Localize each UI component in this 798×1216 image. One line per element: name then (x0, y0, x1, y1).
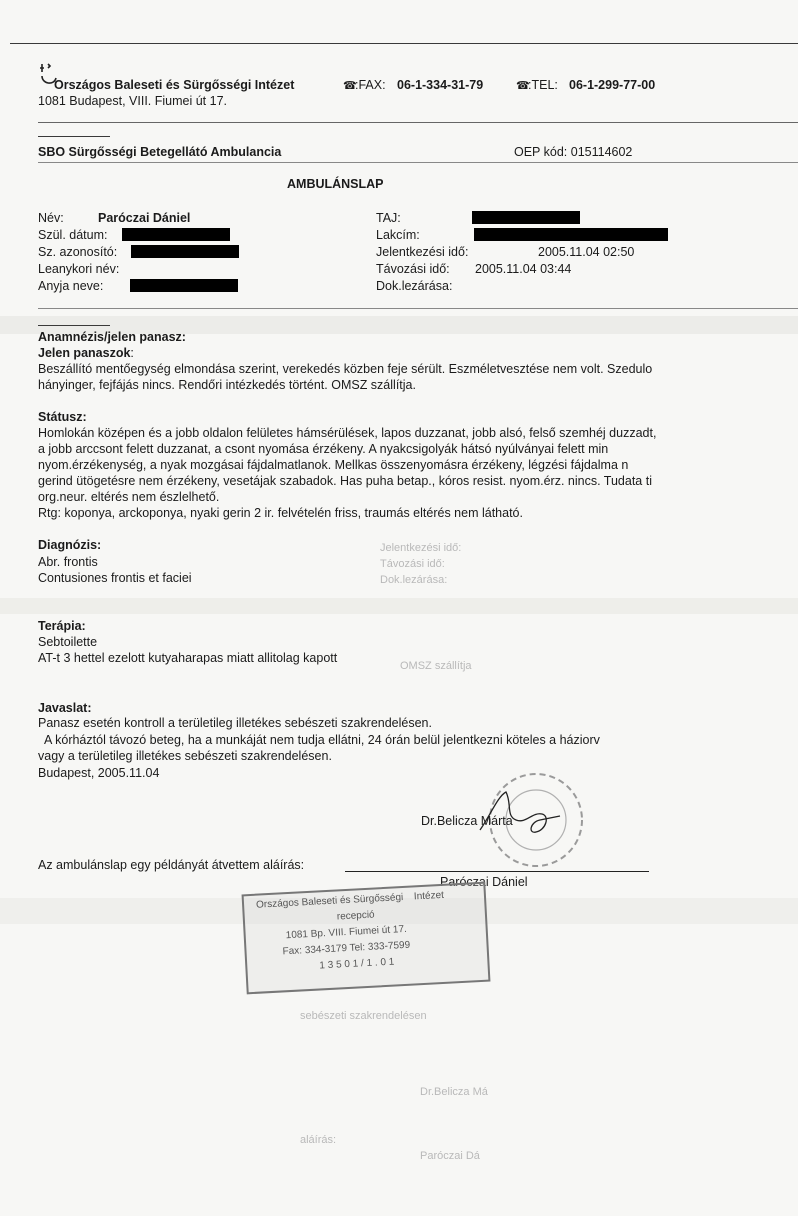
phone-icon: ☎ (516, 80, 530, 92)
signature-line (345, 871, 649, 872)
header-rule (38, 122, 798, 123)
current-complaints-heading (38, 346, 134, 360)
department-name: SBO Sürgősségi Betegellátó Ambulancia (38, 145, 282, 159)
ghost-text: OMSZ szállítja (400, 660, 472, 672)
advice-line: A kórháztól távozó beteg, ha a munkáját nem tudja ellátni, 24 órán belül jelentkezni köteles a háziorv (44, 733, 600, 747)
arrival-label: Jelentkezési idő: (376, 245, 469, 259)
leave-time: 2005.11.04 03:44 (475, 262, 572, 276)
redaction-bar (130, 279, 238, 292)
name-label: Név: (38, 211, 64, 225)
redaction-bar (472, 211, 580, 224)
redaction-bar (474, 228, 668, 241)
receipt-text: Az ambulánslap egy példányát átvettem aláírás: (38, 858, 305, 872)
status-line: Rtg: koponya, arckoponya, nyaki gerin 2 ir. felvételén friss, traumás eltérés nem látható. (38, 506, 523, 520)
status-line: Homlokán középen és a jobb oldalon felületes hámsérülések, lapos duzzanat, jobb alsó, felső szemhéj duzzadt, (38, 426, 657, 440)
top-rule (10, 43, 798, 44)
department-overline (38, 136, 110, 137)
diagnosis-line: Abr. frontis (38, 555, 98, 569)
ghost-text: sebészeti szakrendelésen (300, 1010, 427, 1022)
ghost-text: Jelentkezési idő: (380, 542, 462, 554)
anamnesis-line: hányinger, fejfájás nincs. Rendőri intézkedés történt. OMSZ szállítja. (38, 378, 416, 392)
ghost-text: aláírás: (300, 1134, 337, 1146)
status-line: org.neur. eltérés nem észlelhető. (38, 490, 220, 504)
taj-label: TAJ: (376, 211, 401, 225)
therapy-line: AT-t 3 hettel ezelott kutyaharapas miatt allitolag kapott (38, 651, 338, 665)
anamnesis-overline (38, 325, 110, 326)
mother-label: Anyja neve: (38, 279, 104, 293)
fax-number: 06-1-334-31-79 (397, 78, 484, 92)
fax-icon: ☎ (343, 80, 357, 92)
diagnosis-line: Contusiones frontis et faciei (38, 571, 192, 585)
ghost-text: Paróczai Dá (420, 1150, 480, 1162)
redaction-bar (122, 228, 230, 241)
status-line: nyom.érzékenység, a nyak mozgásai fájdalmatlanok. Mellkas összenyomásra érzékeny, légzési fájdalma n (38, 458, 629, 472)
status-line: a jobb arccsont felett duzzanat, a csont nyomása érzékeny. A nyakcsigolyák hátsó nyúlványai felett min (38, 442, 609, 456)
fax-label: :FAX: (355, 78, 386, 92)
receipt-patient-name: Paróczai Dániel (440, 875, 528, 889)
advice-heading: Javaslat: (38, 701, 92, 715)
diagnosis-heading: Diagnózis: (38, 538, 102, 552)
place-date: Budapest, 2005.11.04 (38, 766, 160, 780)
patient-name: Paróczai Dániel (98, 211, 191, 225)
institute-name: Országos Baleseti és Sürgősségi Intézet (54, 78, 295, 92)
patient-rule (38, 308, 798, 309)
redaction-bar (131, 245, 239, 258)
tel-number: 06-1-299-77-00 (569, 78, 656, 92)
institute-address: 1081 Budapest, VIII. Fiumei út 17. (38, 94, 228, 108)
close-label: Dok.lezárása: (376, 279, 453, 293)
arrival-time: 2005.11.04 02:50 (538, 245, 635, 259)
address-label: Lakcím: (376, 228, 420, 242)
therapy-line: Sebtoilette (38, 635, 98, 649)
oep-code: OEP kód: 015114602 (514, 145, 633, 159)
doctor-name: Dr.Belicza Márta (421, 814, 513, 828)
document-title: AMBULÁNSLAP (287, 177, 384, 191)
status-heading: Státusz: (38, 410, 87, 424)
anamnesis-line: Beszállító mentőegység elmondása szerint, verekedés közben feje sérült. Eszméletvesztése nem volt. Szedulo (38, 362, 653, 376)
maiden-label: Leanykori név: (38, 262, 120, 276)
department-rule (38, 162, 798, 163)
current-complaints-colon: : (130, 346, 134, 360)
advice-line: vagy a területileg illetékes sebészeti szakrendelésen. (38, 749, 332, 763)
ghost-text: Dr.Belicza Má (420, 1086, 488, 1098)
ghost-text: Távozási idő: (380, 558, 445, 570)
advice-line: Panasz esetén kontroll a területileg illetékes sebészeti szakrendelésen. (38, 716, 432, 730)
id-label: Sz. azonosító: (38, 245, 118, 259)
status-line: gerind ütögetésre nem érzékeny, vesetájak szabadok. Has puha betap., kóros resist. nyom.érz. nincs. Tudata ti (38, 474, 652, 488)
ghost-text: Dok.lezárása: (380, 574, 448, 586)
current-complaints-label: Jelen panaszok (38, 346, 131, 360)
reception-stamp: Országos Baleseti és Sürgősségi Intézet recepció 1081 Bp. VIII. Fiumei út 17. Fax: 334-3179 Tel: 333-7599 1 3 5 0 1 / 1 . 0 1 (242, 882, 491, 995)
leave-label: Távozási idő: (376, 262, 450, 276)
anamnesis-heading: Anamnézis/jelen panasz: (38, 330, 186, 344)
therapy-heading: Terápia: (38, 619, 86, 633)
birth-label: Szül. dátum: (38, 228, 108, 242)
tel-label: :TEL: (528, 78, 558, 92)
